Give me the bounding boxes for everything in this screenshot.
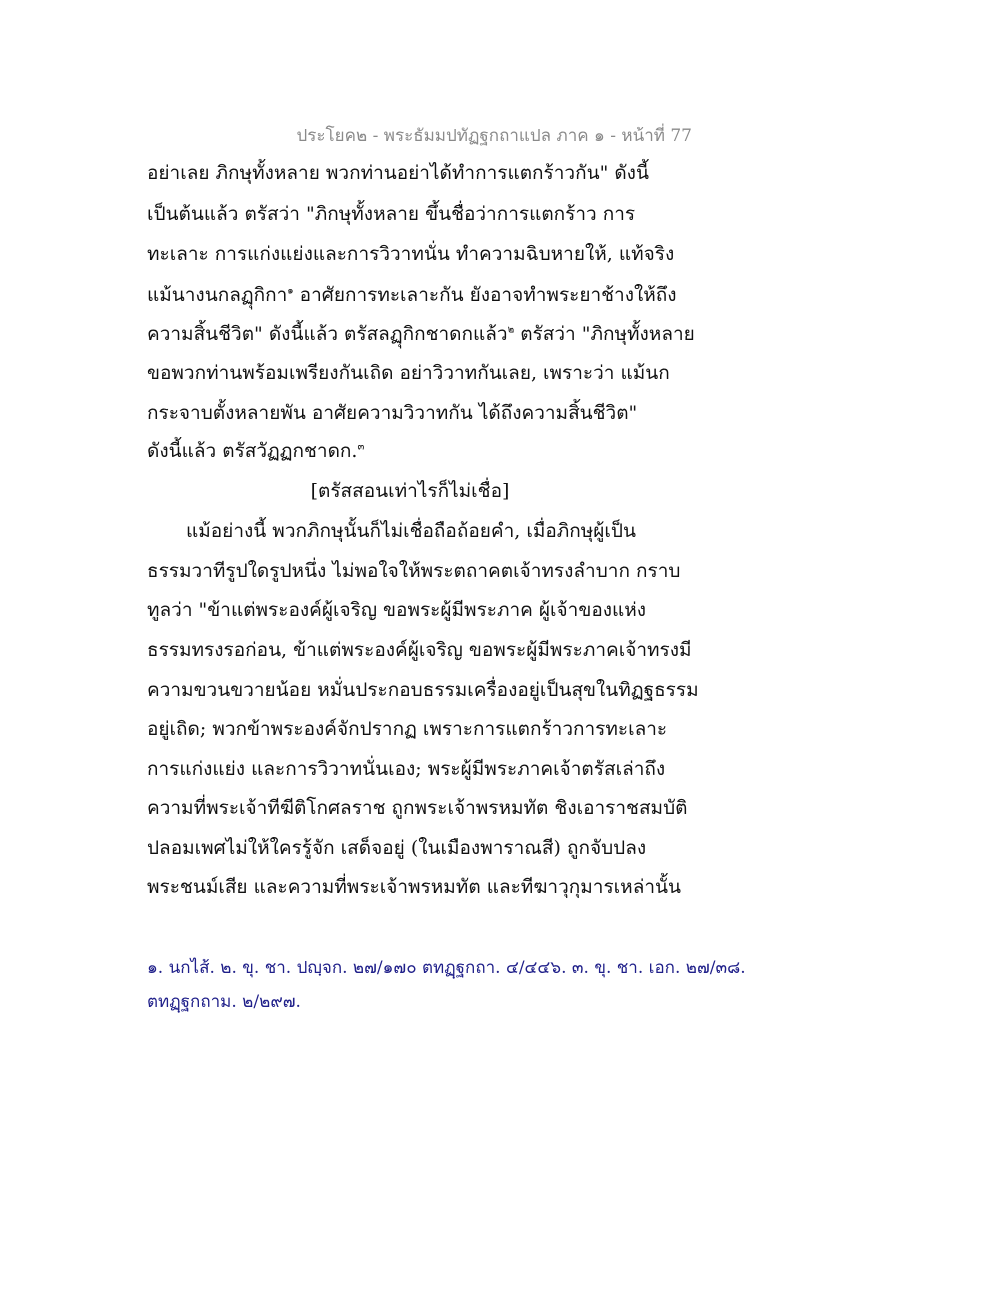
- text-segment: อาศัยการทะเลาะกัน ยังอาจทำพระยาช้างให้ถึง: [293, 284, 677, 306]
- text-line: กระจาบตั้งหลายพัน อาศัยความวิวาทกัน ได้ถึงความสิ้นชีวิต": [147, 402, 638, 424]
- text-segment: ความสิ้นชีวิต" ดังนี้แล้ว ตรัสลฏุกิกชาดกแล้ว: [147, 323, 508, 345]
- text-line: ขอพวกท่านพร้อมเพรียงกันเถิด อย่าวิวาทกันเลย, เพราะว่า แม้นก: [147, 362, 670, 384]
- text-line: แม้อย่างนี้ พวกภิกษุนั้นก็ไม่เชื่อถือถ้อยคำ, เมื่อภิกษุผู้เป็น: [186, 520, 636, 542]
- footnote-ref: ๓: [357, 441, 365, 453]
- footnote-line: ๑. นกไส้. ๒. ขุ. ชา. ปญฺจก. ๒๗/๑๗๐ ตทฏฺฐกถา. ๔/๔๔๖. ๓. ขุ. ชา. เอก. ๒๗/๓๘.: [147, 958, 746, 978]
- text-line: [147, 321, 695, 347]
- text-segment: ดังนี้แล้ว ตรัสวัฏฏกชาดก.: [147, 440, 358, 462]
- text-line: ความขวนขวายน้อย หมั่นประกอบธรรมเครื่องอยู่เป็นสุขในทิฏฐธรรม: [147, 679, 699, 701]
- text-line: ทะเลาะ การแก่งแย่งและการวิวาทนั่น ทำความฉิบหายให้, แท้จริง: [147, 243, 675, 265]
- text-line: [147, 438, 364, 464]
- footnote-ref: ๒: [507, 324, 515, 336]
- text-line: ทูลว่า "ข้าแต่พระองค์ผู้เจริญ ขอพระผู้มีพระภาค ผู้เจ้าของแห่ง: [147, 599, 647, 621]
- footnote-line: ตทฏฺฐกถาม. ๒/๒๙๗.: [147, 992, 301, 1012]
- text-line: อย่าเลย ภิกษุทั้งหลาย พวกท่านอย่าได้ทำการแตกร้าวกัน" ดังนี้: [147, 162, 649, 184]
- running-header: ประโยค๒ - พระธัมมปทัฏฐกถาแปล ภาค ๑ - หน้าที่ 77: [296, 126, 692, 146]
- footnote-ref: ๑: [287, 285, 294, 297]
- text-line: ธรรมวาทีรูปใดรูปหนึ่ง ไม่พอใจให้พระตถาคตเจ้าทรงลำบาก กราบ: [147, 560, 681, 582]
- text-line: อยู่เถิด; พวกข้าพระองค์จักปรากฏ เพราะการแตกร้าวการทะเลาะ: [147, 718, 668, 740]
- text-line: การแก่งแย่ง และการวิวาทนั่นเอง; พระผู้มีพระภาคเจ้าตรัสเล่าถึง: [147, 758, 666, 780]
- section-heading: [ตรัสสอนเท่าไรก็ไม่เชื่อ]: [310, 480, 510, 502]
- text-segment: แม้นางนกลฏุกิกา: [147, 284, 288, 306]
- text-line: ปลอมเพศไม่ให้ใครรู้จัก เสด็จอยู่ (ในเมืองพาราณสี) ถูกจับปลง: [147, 837, 647, 859]
- text-line: ความที่พระเจ้าทีฆีติโกศลราช ถูกพระเจ้าพรหมทัต ชิงเอาราชสมบัติ: [147, 797, 688, 819]
- text-line: พระชนม์เสีย และความที่พระเจ้าพรหมทัต และทีฆาวุกุมารเหล่านั้น: [147, 876, 681, 898]
- text-line: [147, 282, 677, 308]
- text-line: ธรรมทรงรอก่อน, ข้าแต่พระองค์ผู้เจริญ ขอพระผู้มีพระภาคเจ้าทรงมี: [147, 639, 692, 661]
- text-segment: ตรัสว่า "ภิกษุทั้งหลาย: [514, 323, 695, 345]
- text-line: เป็นต้นแล้ว ตรัสว่า "ภิกษุทั้งหลาย ขึ้นชื่อว่าการแตกร้าว การ: [147, 203, 636, 225]
